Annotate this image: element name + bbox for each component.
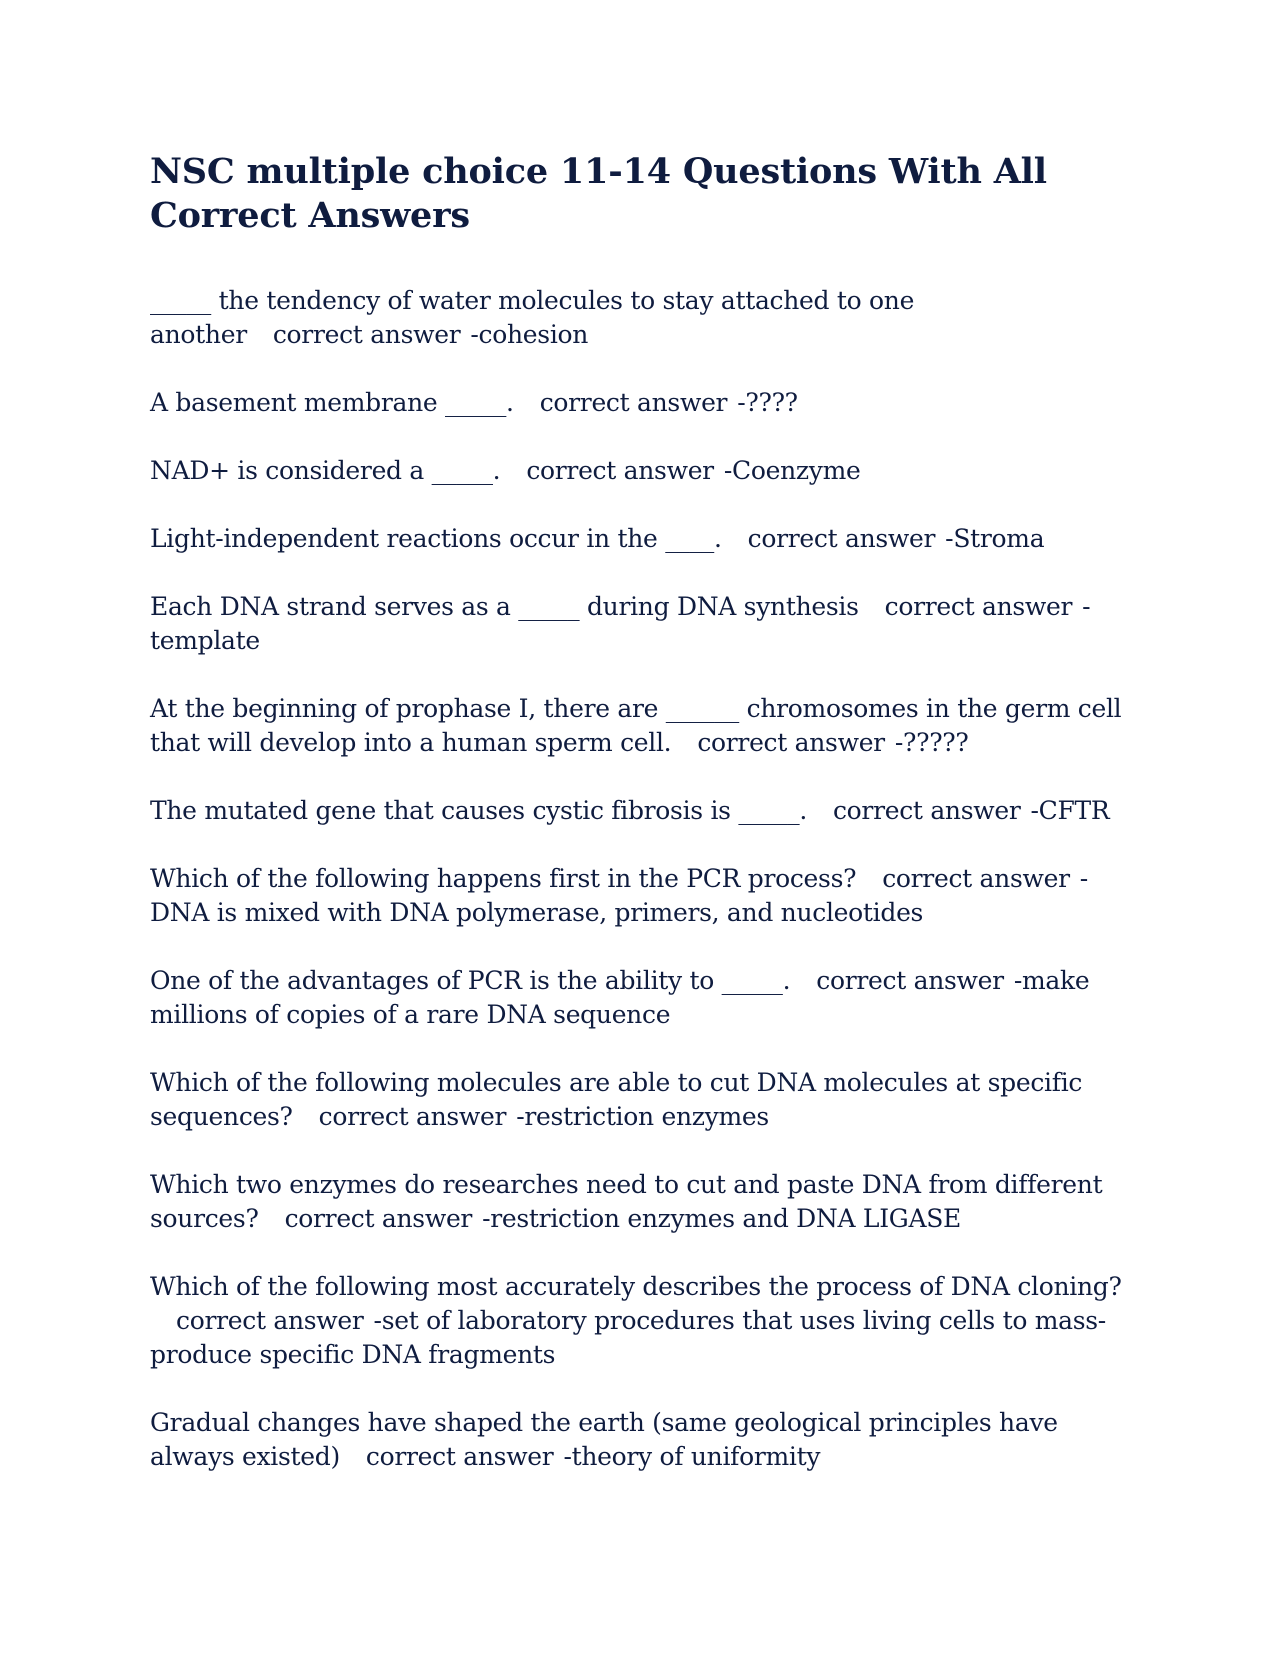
answer-text: - make millions of copies of a rare DNA sequence: [150, 966, 1089, 1029]
answer-label: correct answer: [539, 388, 728, 417]
question-text: NAD+ is considered a _____.: [150, 456, 501, 485]
answer-label: correct answer: [318, 1102, 507, 1131]
answer-text: - cohesion: [470, 320, 588, 349]
answer-text: - DNA is mixed with DNA polymerase, primers, and nucleotides: [150, 864, 1088, 927]
answer-label: correct answer: [747, 524, 936, 553]
question-text: The mutated gene that causes cystic fibrosis is _____.: [150, 796, 807, 825]
document-page: [150, 150, 1130, 1508]
answer-label: correct answer: [526, 456, 714, 485]
answer-label: correct answer: [365, 1442, 554, 1471]
qa-item: [150, 386, 1130, 420]
answer-label: correct answer: [832, 796, 1021, 825]
question-text: A basement membrane _____.: [150, 388, 514, 417]
question-text: Gradual changes have shaped the earth (same geological principles have always existed): [150, 1408, 1058, 1471]
answer-label: correct answer: [882, 864, 1070, 893]
answer-label: correct answer: [284, 1204, 473, 1233]
qa-item: [150, 1066, 1130, 1134]
answer-text: - Coenzyme: [724, 456, 861, 485]
question-text: Light-independent reactions occur in the ____.: [150, 524, 722, 553]
qa-item: [150, 862, 1130, 930]
answer-text: - restriction enzymes: [516, 1102, 769, 1131]
question-text: _____ the tendency of water molecules to stay attached to one another: [150, 286, 915, 349]
answer-text: - ????: [737, 388, 798, 417]
answer-label: correct answer: [884, 592, 1073, 621]
answer-text: - ?????: [895, 728, 969, 757]
qa-item: [150, 1270, 1130, 1372]
answer-text: - Stroma: [945, 524, 1044, 553]
answer-text: - CFTR: [1031, 796, 1110, 825]
answer-label: correct answer: [816, 966, 1004, 995]
question-text: Which two enzymes do researches need to cut and paste DNA from different sources?: [150, 1170, 1103, 1233]
question-text: At the beginning of prophase I, there are ______ chromosomes in the germ cell that will develop into a human sperm cell.: [150, 694, 1122, 757]
qa-item: [150, 794, 1130, 828]
answer-label: correct answer: [697, 728, 885, 757]
answer-label: correct answer: [272, 320, 461, 349]
qa-item: [150, 522, 1130, 556]
qa-item: [150, 1406, 1130, 1474]
answer-text: - restriction enzymes and DNA LIGASE: [482, 1204, 961, 1233]
question-text: Which of the following most accurately describes the process of DNA cloning?: [150, 1272, 1122, 1301]
document-title: NSC multiple choice 11-14 Questions With All Correct Answers: [150, 151, 1047, 236]
answer-text: - template: [150, 592, 1090, 655]
answer-text: - set of laboratory procedures that uses living cells to mass-produce specific DNA fragments: [150, 1306, 1106, 1369]
qa-item: [150, 454, 1130, 488]
question-text: One of the advantages of PCR is the ability to _____.: [150, 966, 791, 995]
question-text: Which of the following happens first in the PCR process?: [150, 864, 857, 893]
qa-item: [150, 964, 1130, 1032]
qa-item: [150, 1168, 1130, 1236]
question-text: Each DNA strand serves as a _____ during DNA synthesis: [150, 592, 859, 621]
qa-item: [150, 284, 1130, 352]
qa-item: [150, 590, 1130, 658]
answer-label: correct answer: [176, 1306, 364, 1335]
answer-text: - theory of uniformity: [563, 1442, 820, 1471]
question-text: Which of the following molecules are able to cut DNA molecules at specific sequences?: [150, 1068, 1083, 1131]
qa-item: [150, 692, 1130, 760]
